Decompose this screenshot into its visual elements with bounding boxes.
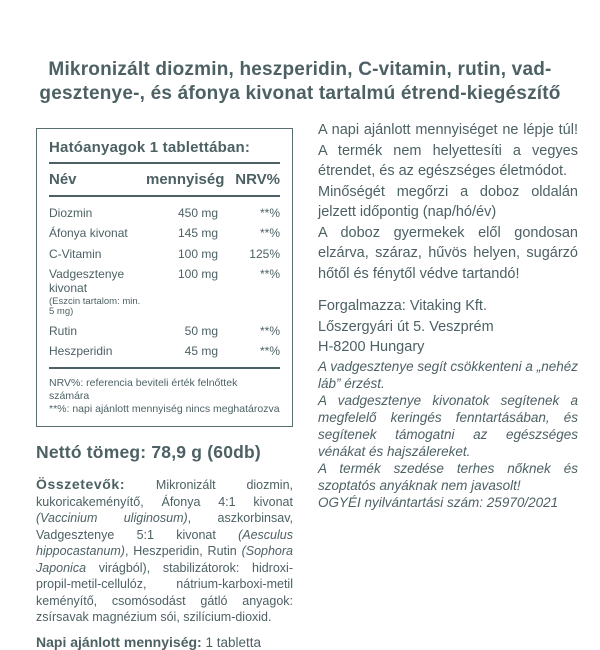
daily-dose-value: 1 tabletta [201, 634, 261, 650]
ingredients-label: Összetevők: [36, 476, 126, 492]
footnote-asterisk: **%: napi ajánlott mennyiség nincs meghatározva [49, 403, 280, 415]
storage-paragraph: A doboz gyermekek elől gondosan elzárva, száraz, hűvös helyen, sugárzó hőtől és fénytől védve tartandó! [318, 224, 578, 282]
table-row: C-Vitamin 100 mg 125% [49, 246, 280, 261]
daily-dose [36, 634, 293, 650]
table-row: Diozmin 450 mg **% [49, 205, 280, 220]
table-row: Rutin 50 mg **% [49, 323, 280, 338]
column-header-nrv: NRV% [235, 171, 280, 188]
table-body [49, 197, 280, 367]
daily-dose-label: Napi ajánlott mennyiség: [36, 633, 202, 650]
footnote-nrv: NRV%: referencia beviteli érték felnőttek számára [49, 377, 238, 402]
registration-number: OGYÉI nyilvántartási szám: 25970/2021 [318, 494, 559, 510]
distributor-name: Forgalmazza: Vitaking Kft. [318, 298, 487, 314]
right-column [318, 120, 578, 511]
net-weight: Nettó tömeg: 78,9 g (60db) [36, 442, 261, 462]
product-title [30, 58, 570, 106]
table-row: Vadgesztenye kivonat (Eszcin tartalom: min. 5 mg) 100 mg **% [49, 267, 280, 317]
claim-circulation: A vadgesztenye kivonatok segítenek a megfelelő keringés fenntartásában, és segítenek támogatni az egészséges vénákat és hajszálereket. [318, 392, 578, 459]
product-title-line1: Mikronizált diozmin, heszperidin, C-vitamin, rutin, vad- [48, 59, 552, 80]
latin-name: (Aesculus hippocastanum) [36, 527, 293, 558]
latin-name: (Vaccinium uliginosum) [36, 511, 188, 525]
product-title-line2: gesztenye-, és áfonya kivonat tartalmú étrend-kiegészítő [39, 83, 561, 104]
column-header-name: Név [49, 171, 77, 188]
table-row: Áfonya kivonat 145 mg **% [49, 226, 280, 240]
row-footnote: (Eszcin tartalom: min. 5 mg) [49, 296, 141, 317]
table-footnotes [49, 369, 280, 416]
quality-paragraph: Minőségét megőrzi a doboz oldalán jelzett időpontig (nap/hó/év) [318, 183, 578, 220]
warning-paragraph: A napi ajánlott mennyiséget ne lépje túl! A termék nem helyettesíti a vegyes étrendet, és az egészséges életmódot. [318, 122, 578, 179]
latin-name: (Sophora Japonica [36, 544, 293, 575]
table-row: Heszperidin 45 mg **% [49, 344, 280, 358]
column-header-amount: mennyiség [146, 171, 225, 188]
table-header-row [49, 164, 280, 195]
distributor-block [318, 296, 578, 358]
distributor-address: Lőszergyári út 5. Veszprém [318, 318, 494, 335]
ingredients-paragraph: Összetevők: Mikronizált diozmin, kukoricakeményítő, Áfonya 4:1 kivonat (Vaccinium uliginosum), aszkorbinsav, Vadgesztenye 5:1 kivonat (Aesculus hippocastanum), Heszperidin, Rutin (Sophora Japonica virágból), stabilizátorok: hidroxi-propil-metil-cellulóz, nátrium-karboxi-metil keményítő, csomósodást gátló anyagok: zsírsavak magnézium sói, szilícium-dioxid. [36, 476, 293, 624]
supplement-facts-table [36, 128, 293, 427]
pregnancy-warning: A termék szedése terhes nőknek és szoptatós anyáknak nem javasolt! [318, 460, 578, 493]
claim-heavy-legs: A vadgesztenye segít csökkenteni a „nehéz láb” érzést. [318, 358, 578, 391]
table-title: Hatóanyagok 1 tablettában: [49, 139, 251, 156]
left-column [36, 128, 293, 650]
distributor-country: H-8200 Hungary [318, 339, 425, 355]
